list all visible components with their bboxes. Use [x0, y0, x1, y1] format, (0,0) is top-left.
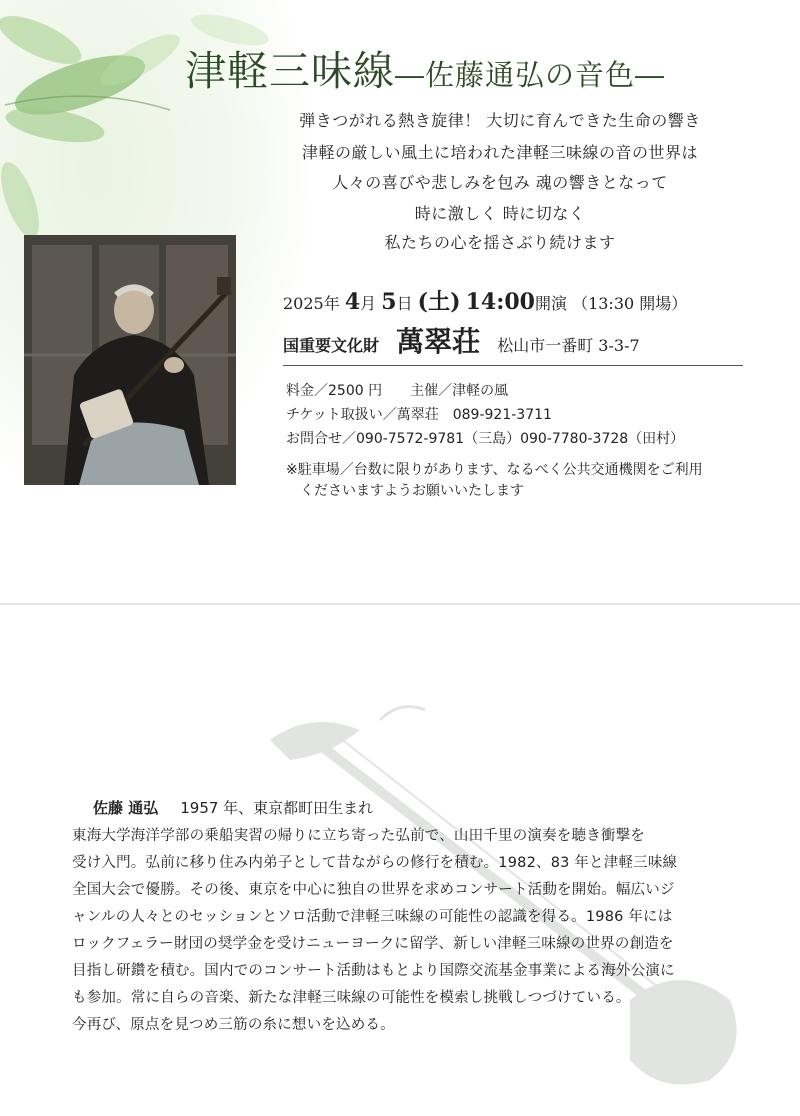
event-month-unit: 月: [360, 294, 377, 313]
venue-address: 松山市一番町 3-3-7: [497, 336, 640, 355]
bio-born: 1957 年、東京都町田生まれ: [180, 799, 374, 817]
shamisen-watermark: [250, 700, 770, 1100]
event-year: 2025: [283, 294, 324, 313]
venue-designation: 国重要文化財: [283, 336, 380, 355]
bio-line-4: ャンルの人々とのセッションとソロ活動で津軽三味線の可能性の認識を得る。1986 年には: [72, 909, 673, 925]
event-date-line: [283, 285, 687, 316]
event-day-unit: 日: [396, 294, 413, 313]
venue-line: [283, 320, 640, 360]
performer-photo: [24, 235, 236, 485]
parking-note-1: ※駐車場／台数に限りがあります、なるべく公共交通機関をご利用: [286, 462, 703, 478]
bio-line-7: も参加。常に自らの音楽、新たな津軽三味線の可能性を模索し挑戦しつづけている。: [72, 990, 631, 1006]
fee-text: 料金／2500 円: [286, 383, 383, 399]
parking-note-2: くださいますようお願いいたします: [300, 483, 524, 499]
bio-line-3: 全国大会で優勝。その後、東京を中心に独自の世界を求めコンサート活動を開始。幅広いジ: [72, 882, 675, 898]
tagline-line-3: 人々の喜びや悲しみを包み 魂の響きとなって: [332, 173, 668, 192]
tagline-line-4: 時に激しく 時に切なく: [414, 204, 586, 223]
event-year-unit: 年: [323, 294, 340, 313]
bio-line-1: 東海大学海洋学部の乗船実習の帰りに立ち寄った弘前で、山田千里の演奏を聴き衝撃を: [72, 828, 646, 844]
event-start-label: 開演: [534, 294, 567, 313]
venue-name: 萬翠荘: [396, 325, 481, 358]
event-open-info: （13:30 開場）: [572, 294, 688, 313]
divider: [283, 365, 743, 366]
event-weekday: (土): [417, 289, 461, 315]
bio-line-6: 目指し研鑽を積む。国内でのコンサート活動はもとより国際交流基金事業による海外公演に: [72, 963, 675, 979]
page-fold-line: [0, 603, 800, 605]
tagline-line-5: 私たちの心を揺さぶり続けます: [384, 233, 616, 252]
bio-name: 佐藤 通弘: [93, 799, 159, 817]
bio-heading: [93, 797, 373, 818]
tagline-line-2: 津軽の厳しい風土に培われた津軽三味線の音の世界は: [301, 143, 698, 162]
event-start-time: 14:00: [465, 289, 535, 315]
bio-line-8: 今再び、原点を見つめ三筋の糸に想いを込める。: [72, 1017, 395, 1033]
ticket-text: チケット取扱い／萬翠荘 089-921-3711: [286, 407, 552, 423]
bio-line-5: ロックフェラー財団の奨学金を受けニューヨークに留学、新しい津軽三味線の世界の創造を: [72, 936, 674, 952]
bio-line-2: 受け入門。弘前に移り住み内弟子として昔ながらの修行を積む。1982、83 年と津軽三味線: [72, 855, 678, 871]
tagline-line-1: 弾きつがれる熱き旋律！ 大切に育んできた生命の響き: [299, 111, 701, 130]
organizer-text: 主催／津軽の風: [410, 383, 509, 399]
event-day: 5: [381, 289, 397, 315]
fee-organizer-line: [286, 380, 508, 400]
event-month: 4: [344, 289, 361, 315]
contact-text: お問合せ／090-7572-9781（三島）090-7780-3728（田村）: [286, 431, 685, 447]
title-sub: ―佐藤通弘の音色―: [395, 58, 666, 92]
title-main: 津軽三味線: [185, 47, 395, 95]
flyer-title: [185, 38, 705, 97]
